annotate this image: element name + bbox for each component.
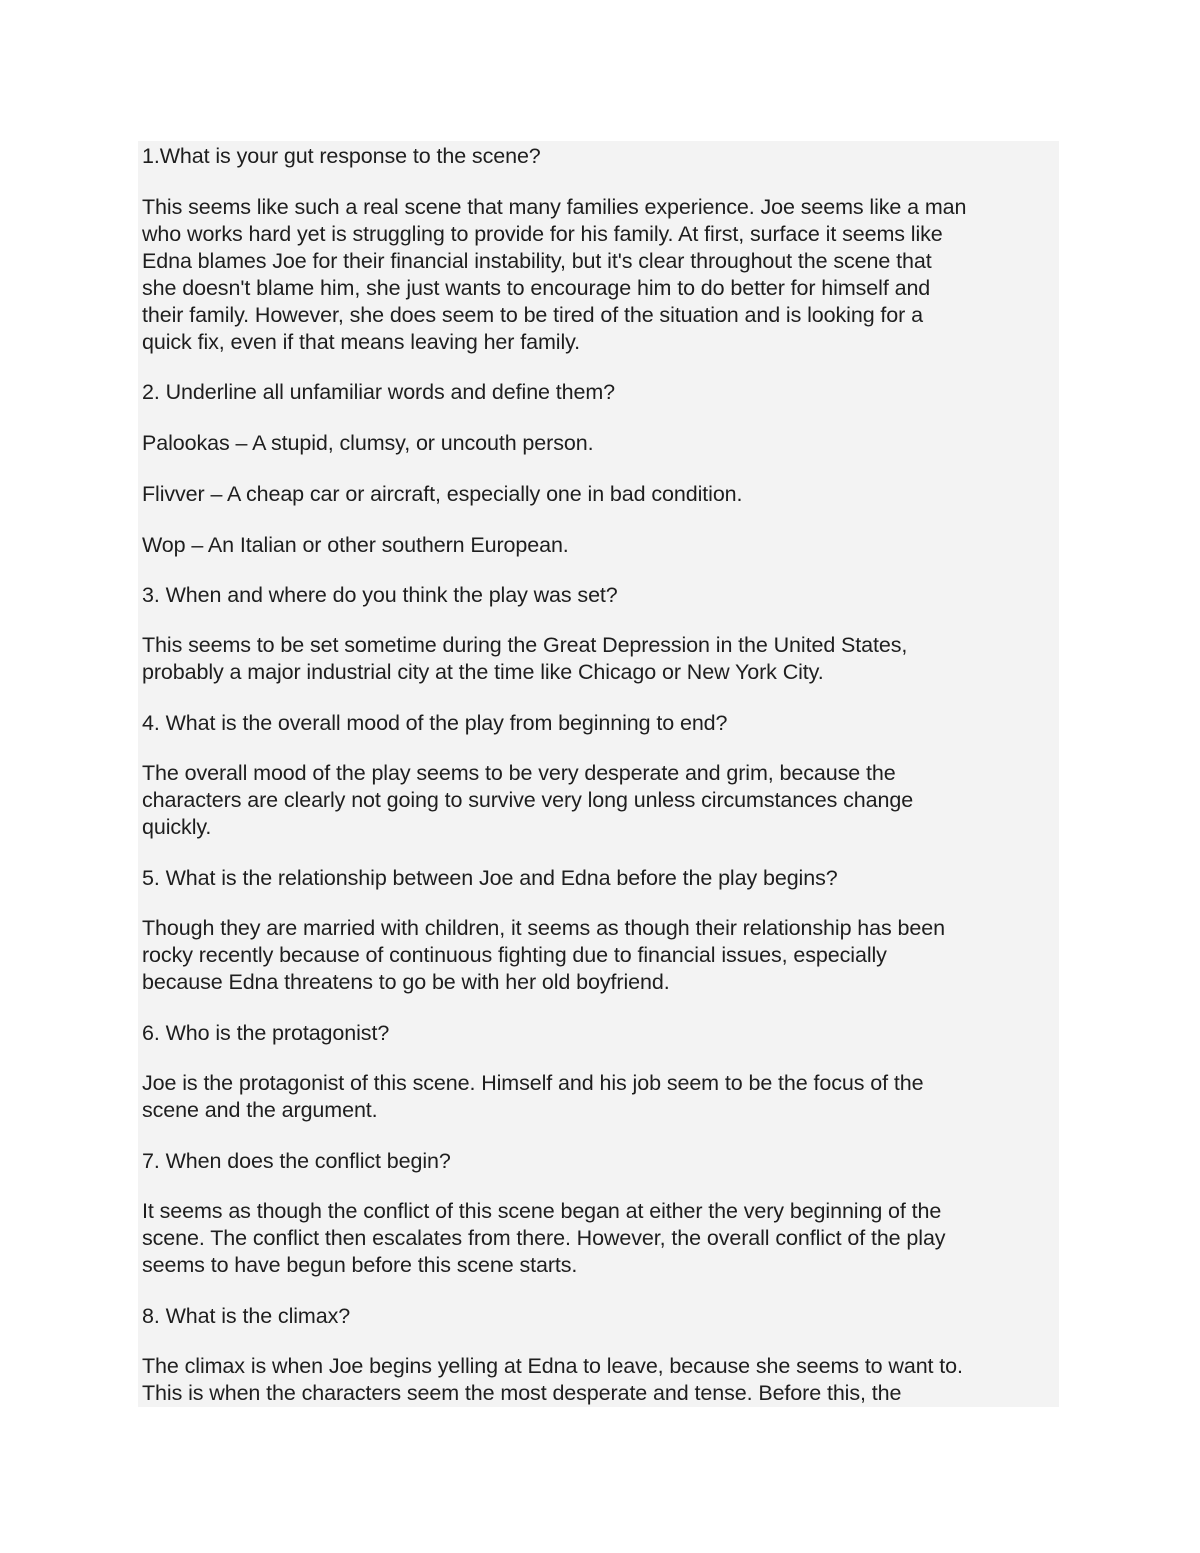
question-5: 5. What is the relationship between Joe and Edna before the play begins? — [142, 866, 838, 890]
answer-7: It seems as though the conflict of this scene began at either the very beginning of the scene. The conflict then escalates from there. However, the overall conflict of the play seems to have begun before this scene starts. — [142, 1199, 946, 1277]
answer-4: The overall mood of the play seems to be very desperate and grim, because the characters are clearly not going to survive very long unless circumstances change quickly. — [142, 761, 914, 839]
question-6: 6. Who is the protagonist? — [142, 1021, 390, 1045]
question-8: 8. What is the climax? — [142, 1304, 351, 1328]
question-2: 2. Underline all unfamiliar words and define them? — [142, 380, 616, 404]
definition-palookas: Palookas – A stupid, clumsy, or uncouth person. — [142, 431, 594, 455]
answer-6: Joe is the protagonist of this scene. Himself and his job seem to be the focus of the scene and the argument. — [142, 1071, 924, 1122]
question-4: 4. What is the overall mood of the play from beginning to end? — [142, 711, 728, 735]
answer-1: This seems like such a real scene that many families experience. Joe seems like a man who works hard yet is struggling to provide for his family. At first, surface it seems like Edna blames Joe for their financial instability, but it's clear throughout the scene that she doesn't blame him, she just wants to encourage him to do better for himself and their family. However, she does seem to be tired of the situation and is looking for a quick fix, even if that means leaving her family. — [142, 195, 967, 354]
text-block — [138, 141, 1059, 1407]
answer-5: Though they are married with children, it seems as though their relationship has been rocky recently because of continuous fighting due to financial issues, especially because Edna threatens to go be with her old boyfriend. — [142, 916, 945, 994]
answer-3: This seems to be set sometime during the Great Depression in the United States, probably a major industrial city at the time like Chicago or New York City. — [142, 633, 908, 684]
question-1: 1.What is your gut response to the scene? — [142, 144, 541, 168]
answer-8: The climax is when Joe begins yelling at Edna to leave, because she seems to want to. This is when the characters seem the most desperate and tense. Before this, the — [142, 1354, 963, 1405]
question-7: 7. When does the conflict begin? — [142, 1149, 451, 1173]
definition-flivver: Flivver – A cheap car or aircraft, especially one in bad condition. — [142, 482, 743, 506]
definition-wop: Wop – An Italian or other southern European. — [142, 533, 569, 557]
question-3: 3. When and where do you think the play was set? — [142, 583, 618, 607]
